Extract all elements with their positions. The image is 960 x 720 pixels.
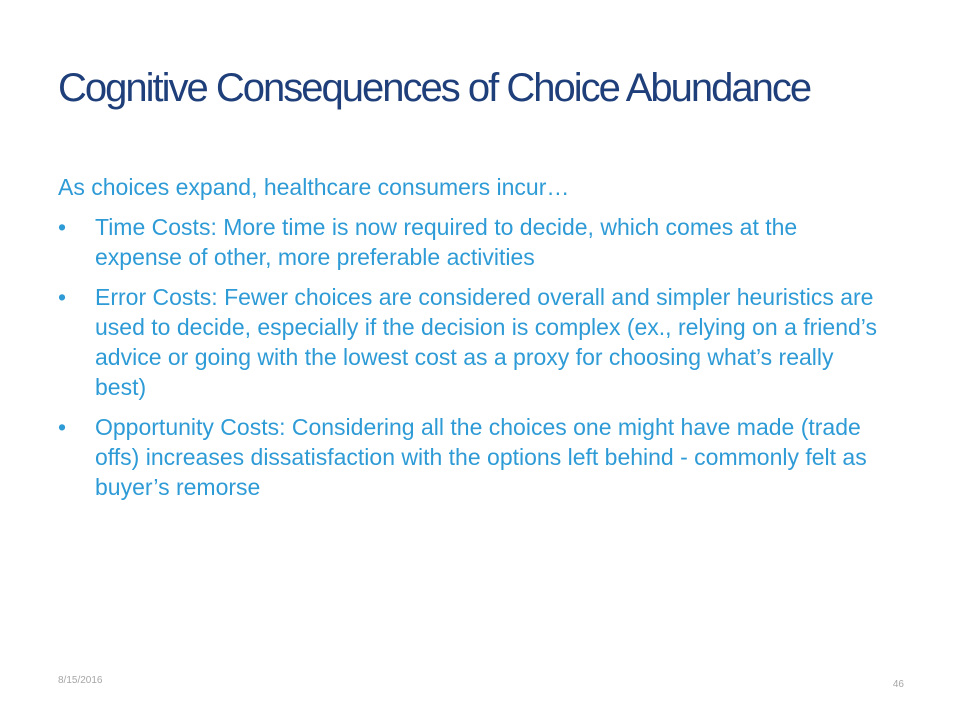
- intro-text: As choices expand, healthcare consumers incur…: [58, 174, 570, 200]
- footer-date: 8/15/2016: [58, 675, 103, 686]
- bullet-icon: •: [58, 284, 67, 310]
- bullet-icon: •: [58, 214, 67, 240]
- bullet-time-costs: [58, 212, 888, 272]
- slide-title: Cognitive Consequences of Choice Abundance: [58, 66, 811, 110]
- bullet-text: Error Costs: Fewer choices are considered overall and simpler heuristics are used to decide, especially if the decision is complex (ex., relying on a friend’s advice or going with the lowest cost as a proxy for choosing what’s really best): [95, 284, 877, 400]
- bullet-text: Time Costs: More time is now required to decide, which comes at the expense of other, more preferable activities: [95, 214, 798, 270]
- page-number: 46: [892, 679, 904, 690]
- slide-body: [58, 172, 888, 512]
- bullet-opportunity-costs: [58, 412, 888, 502]
- bullet-icon: •: [58, 414, 67, 440]
- bullet-list: [58, 212, 888, 502]
- bullet-error-costs: [58, 282, 888, 402]
- bullet-text: Opportunity Costs: Considering all the choices one might have made (trade offs) increases dissatisfaction with the options left behind - commonly felt as buyer’s remorse: [95, 414, 867, 500]
